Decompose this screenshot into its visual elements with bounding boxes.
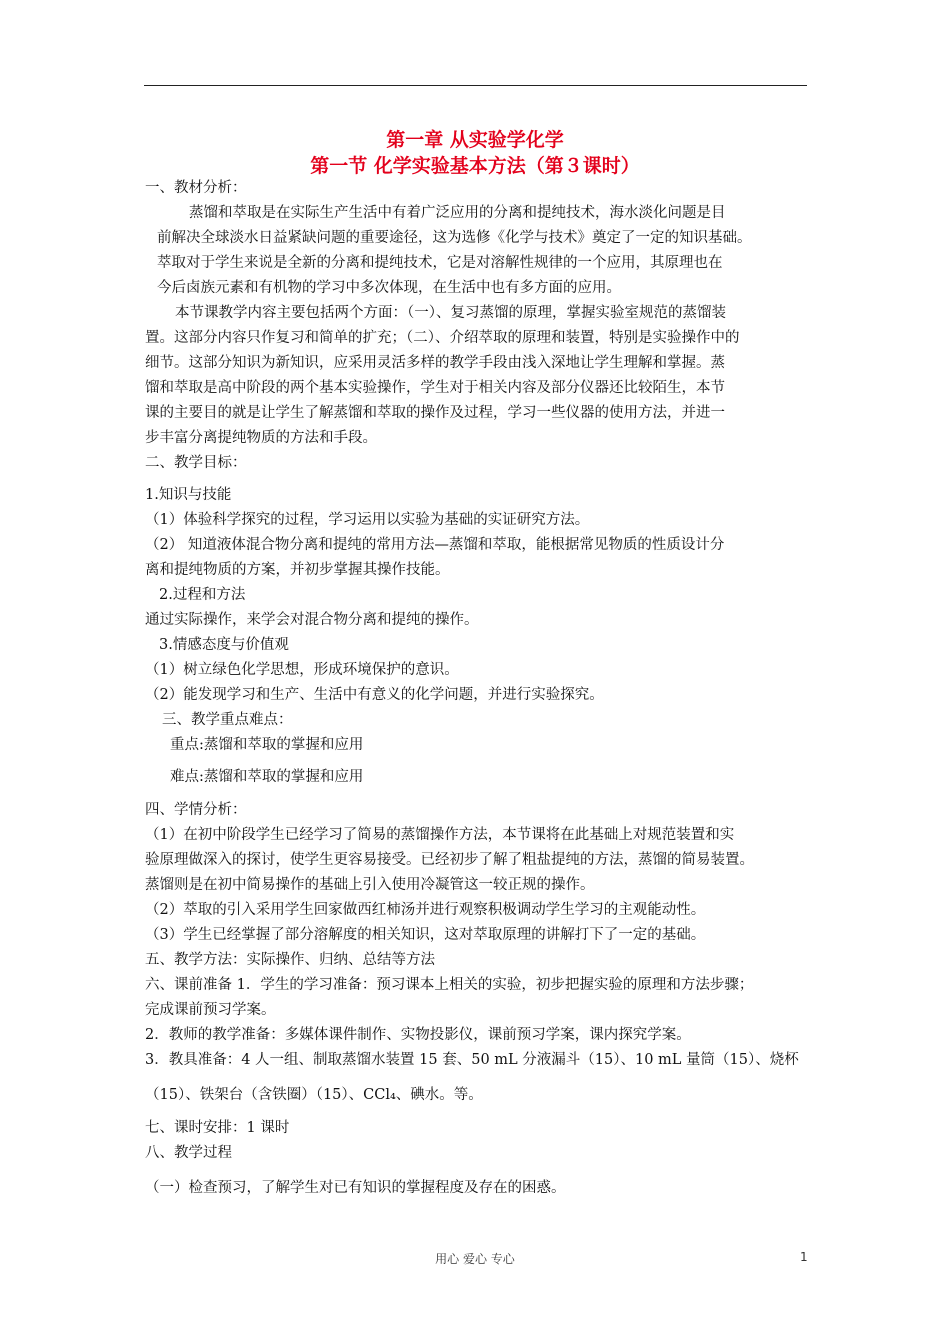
paragraph-line: 置。这部分内容只作复习和简单的扩充；（二）、介绍萃取的原理和装置，特别是实验操作中的 xyxy=(145,330,740,346)
heading-preparation: 六、课前准备 1．学生的学习准备：预习课本上相关的实验，初步把握实验的原理和方法步骤； xyxy=(145,977,754,993)
paragraph-line: 验原理做深入的探讨，使学生更容易接受。已经初步了解了粗盐提纯的方法，蒸馏的简易装置。 xyxy=(145,852,754,868)
heading-teaching-methods: 五、教学方法：实际操作、归纳、总结等方法 xyxy=(145,952,435,968)
list-item: （1）树立绿色化学思想，形成环境保护的意识。 xyxy=(145,662,459,678)
paragraph-line: 馏和萃取是高中阶段的两个基本实验操作，学生对于相关内容及部分仪器还比较陌生，本节 xyxy=(145,380,725,396)
subheading: 3.情感态度与价值观 xyxy=(159,637,289,653)
heading-schedule: 七、课时安排：1 课时 xyxy=(145,1120,290,1136)
heading-student-analysis: 四、学情分析： xyxy=(145,802,247,818)
paragraph-line: 蒸馏则是在初中简易操作的基础上引入使用冷凝管这一较正规的操作。 xyxy=(145,877,595,893)
page-number: 1 xyxy=(800,1250,808,1264)
list-item: 离和提纯物质的方案，并初步掌握其操作技能。 xyxy=(145,562,450,578)
heading-key-points: 三、教学重点难点： xyxy=(162,712,293,728)
paragraph-line: 2．教师的教学准备：多媒体课件制作、实物投影仪，课前预习学案，课内探究学案。 xyxy=(145,1027,691,1043)
list-item: （1）体验科学探究的过程，学习运用以实验为基础的实证研究方法。 xyxy=(145,512,590,528)
paragraph-line: 通过实际操作，来学会对混合物分离和提纯的操作。 xyxy=(145,612,479,628)
heading-teaching-process: 八、教学过程 xyxy=(145,1145,232,1161)
paragraph-line: 本节课教学内容主要包括两个方面：（一）、复习蒸馏的原理，掌握实验室规范的蒸馏装 xyxy=(175,305,726,321)
paragraph-line: （15）、铁架台（含铁圈）（15）、CCl₄、碘水。等。 xyxy=(145,1087,483,1103)
paragraph-line: （3）学生已经掌握了部分溶解度的相关知识，这对萃取原理的讲解打下了一定的基础。 xyxy=(145,927,706,943)
paragraph-line: （1）在初中阶段学生已经学习了简易的蒸馏操作方法，本节课将在此基础上对规范装置和实 xyxy=(145,827,735,843)
paragraph-line: 前解决全球淡水日益紧缺问题的重要途径，这为选修《化学与技术》奠定了一定的知识基础。 xyxy=(157,230,752,246)
chapter-title: 第一章 从实验学化学 xyxy=(386,129,564,151)
header-rule xyxy=(144,85,807,86)
paragraph-line: 细节。这部分知识为新知识，应采用灵活多样的教学手段由浅入深地让学生理解和掌握。蒸 xyxy=(145,355,725,371)
paragraph-line: 难点:蒸馏和萃取的掌握和应用 xyxy=(170,769,364,785)
subheading: 2.过程和方法 xyxy=(159,587,246,603)
paragraph-line: （2）萃取的引入采用学生回家做西红柿汤并进行观察积极调动学生学习的主观能动性。 xyxy=(145,902,706,918)
paragraph-line: （一）检查预习，了解学生对已有知识的掌握程度及存在的困惑。 xyxy=(145,1180,566,1196)
section-title: 第一节 化学实验基本方法（第３课时） xyxy=(310,155,640,177)
subheading: 1.知识与技能 xyxy=(145,487,232,503)
paragraph-line: 蒸馏和萃取是在实际生产生活中有着广泛应用的分离和提纯技术，海水淡化问题是目 xyxy=(189,205,726,221)
paragraph-line: 完成课前预习学案。 xyxy=(145,1002,276,1018)
page-footer: 用心 爱心 专心 xyxy=(435,1252,515,1266)
list-item: （2）能发现学习和生产、生活中有意义的化学问题，并进行实验探究。 xyxy=(145,687,604,703)
paragraph-line: 萃取对于学生来说是全新的分离和提纯技术，它是对溶解性规律的一个应用，其原理也在 xyxy=(157,255,723,271)
paragraph-line: 重点:蒸馏和萃取的掌握和应用 xyxy=(170,737,364,753)
paragraph-line: 3．教具准备：4 人一组、制取蒸馏水装置 15 套、50 mL 分液漏斗（15）、10 mL 量筒（15）、烧杯 xyxy=(145,1052,799,1068)
heading-textbook-analysis: 一、教材分析： xyxy=(145,180,247,196)
list-item: （2） 知道液体混合物分离和提纯的常用方法—蒸馏和萃取，能根据常见物质的性质设计分 xyxy=(145,537,725,553)
heading-teaching-goals: 二、教学目标： xyxy=(145,455,247,471)
paragraph-line: 步丰富分离提纯物质的方法和手段。 xyxy=(145,430,377,446)
paragraph-line: 今后卤族元素和有机物的学习中多次体现，在生活中也有多方面的应用。 xyxy=(157,280,621,296)
paragraph-line: 课的主要目的就是让学生了解蒸馏和萃取的操作及过程，学习一些仪器的使用方法，并进一 xyxy=(145,405,725,421)
